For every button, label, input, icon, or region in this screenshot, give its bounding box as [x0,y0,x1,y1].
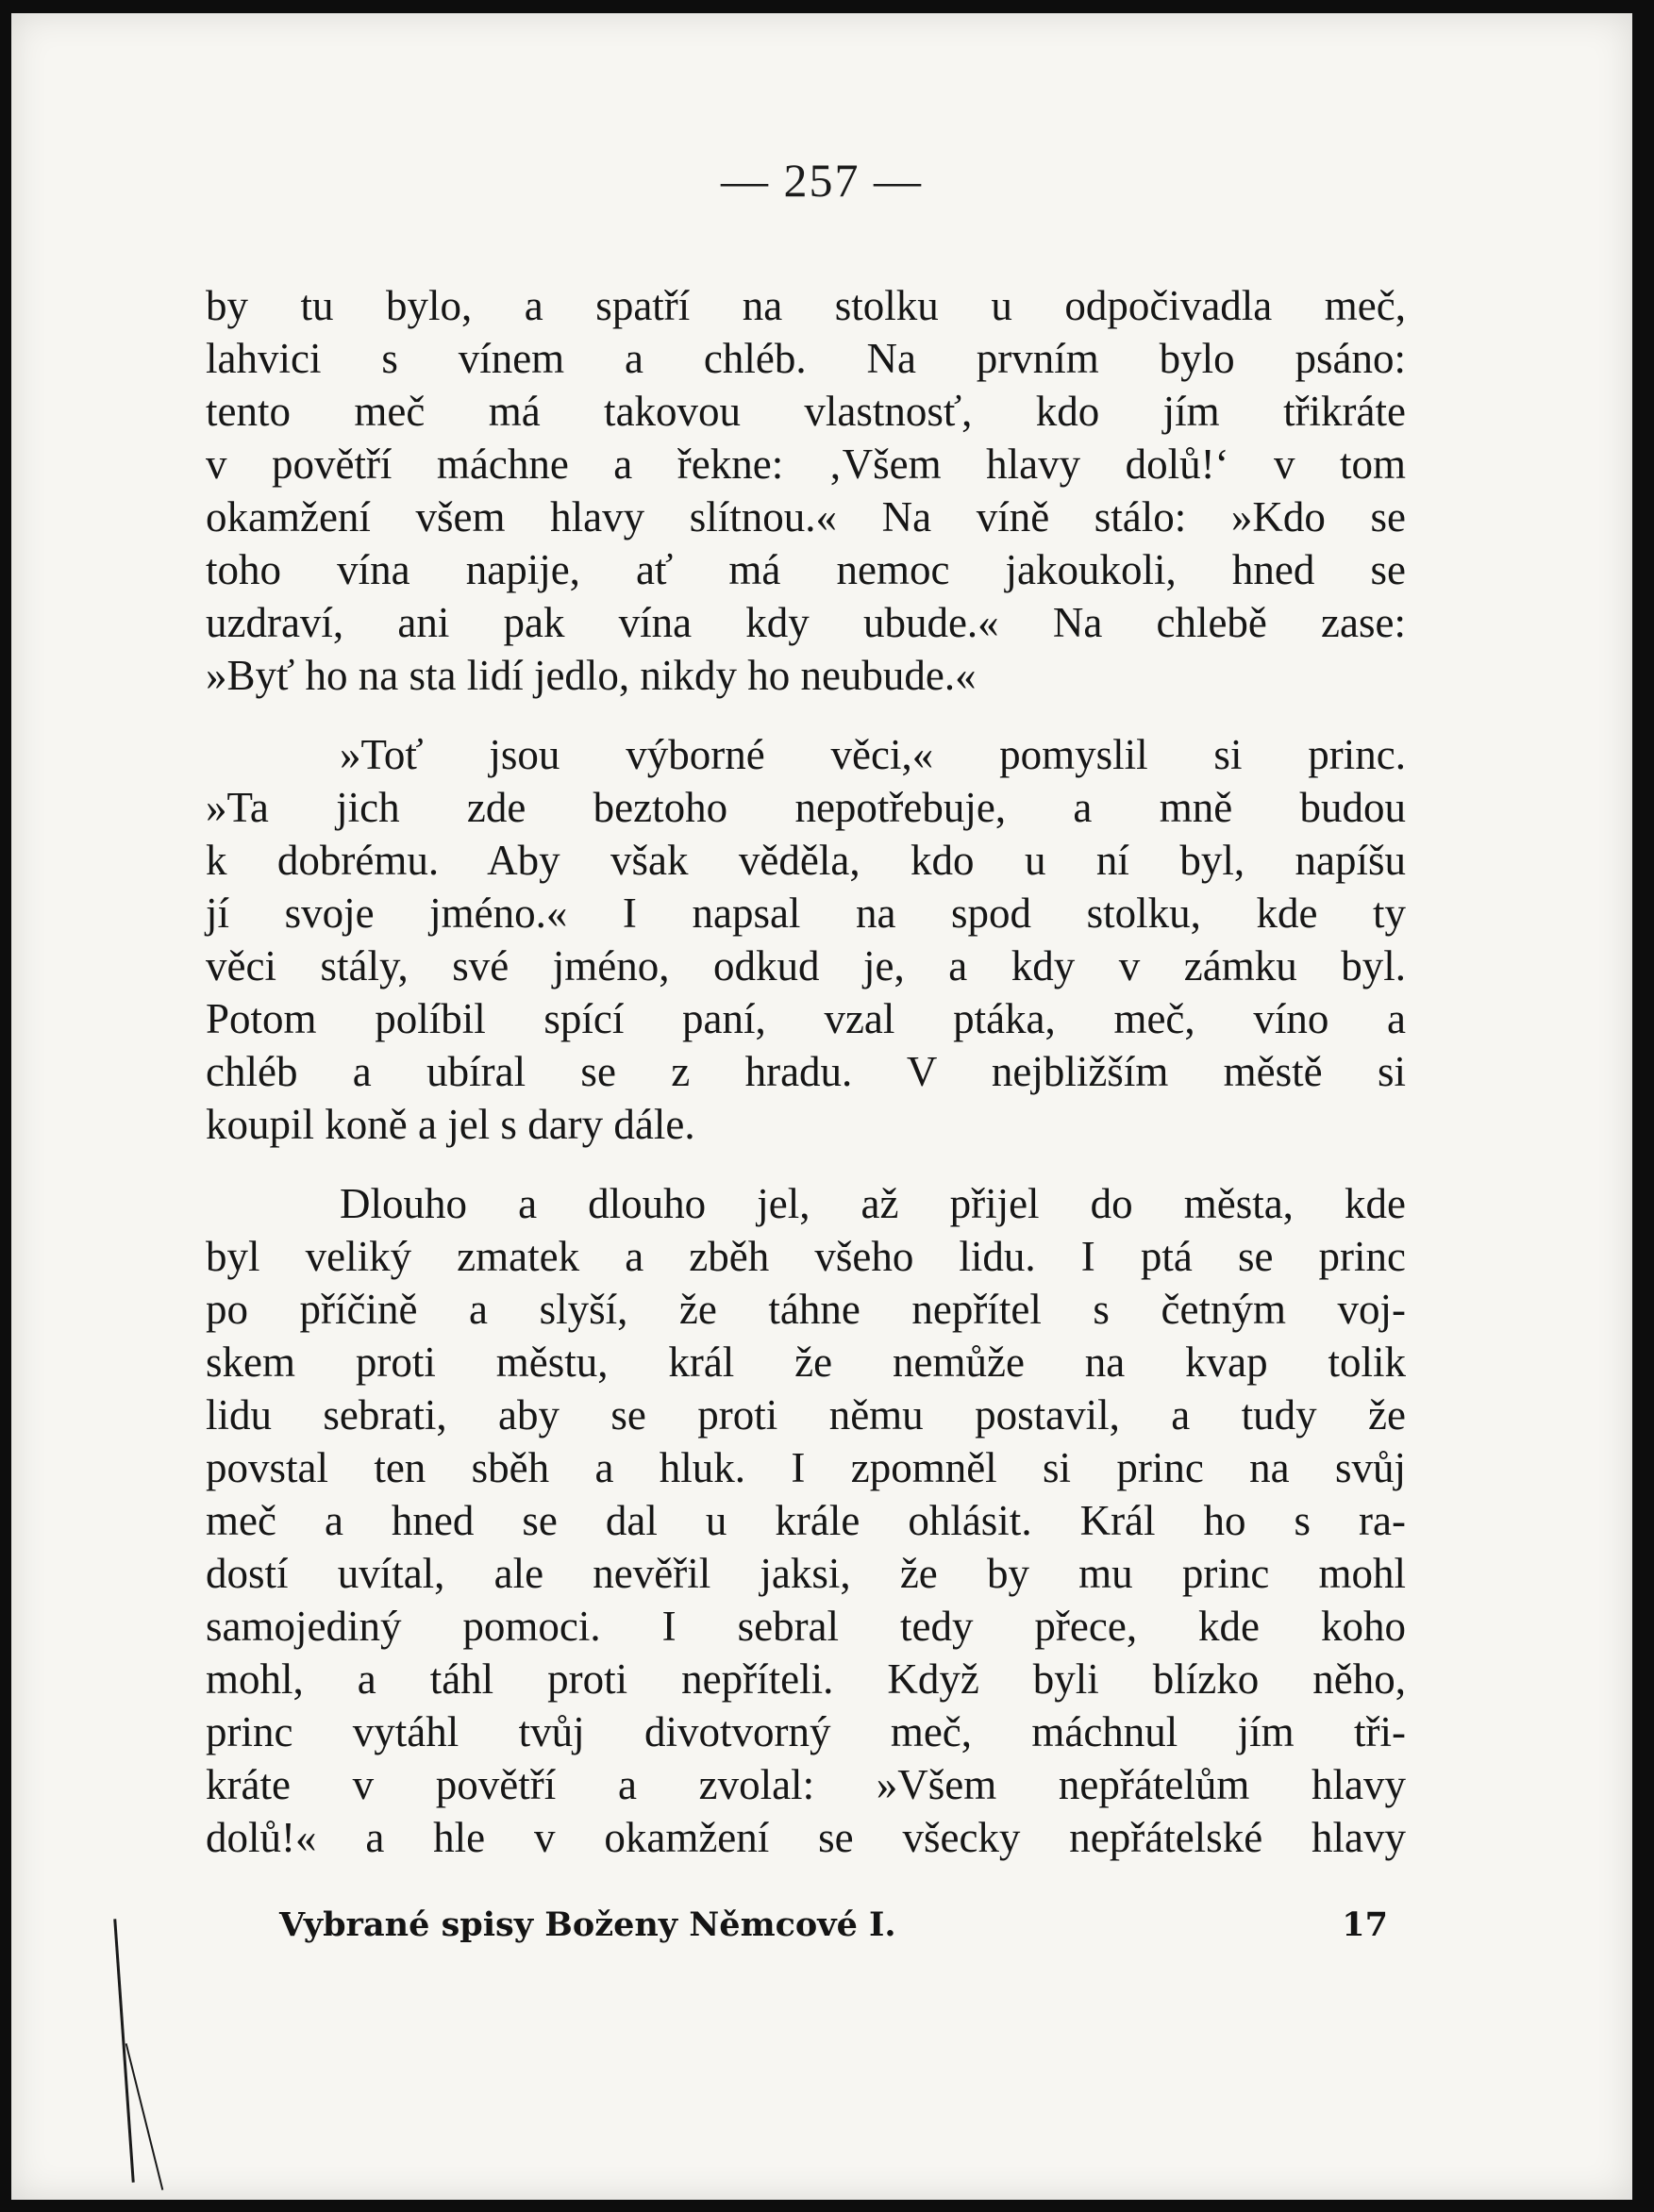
text-line: skem proti městu, král že nemůže na kvap tolik [206,1339,1406,1386]
text-line: »Toť jsou výborné věci,« pomyslil si princ. [340,731,1406,778]
text-line: po příčině a slyší, že táhne nepřítel s četným voj- [206,1286,1406,1333]
body-text [206,279,1406,1890]
text-line: meč a hned se dal u krále ohlásit. Král ho s ra- [206,1497,1406,1544]
text-line: samojediný pomoci. I sebral tedy přece, kde koho [206,1603,1406,1650]
text-line: k dobrému. Aby však věděla, kdo u ní byl, napíšu [206,837,1406,884]
paragraph [206,279,1406,702]
text-line: povstal ten sběh a hluk. I zpomněl si princ na svůj [206,1444,1406,1491]
text-line: chléb a ubíral se z hradu. V nejbližším městě si [206,1048,1406,1095]
paragraph [206,728,1406,1151]
text-line: lidu sebrati, aby se proti němu postavil, a tudy že [206,1391,1406,1439]
text-line: dolů!« a hle v okamžení se všecky nepřátelské hlavy [206,1814,1406,1861]
footer [279,1905,1388,1944]
text-line: věci stály, své jméno, odkud je, a kdy v zámku byl. [206,942,1406,990]
text-line: uzdraví, ani pak vína kdy ubude.« Na chlebě zase: [206,599,1406,646]
text-line: lahvici s vínem a chléb. Na prvním bylo psáno: [206,335,1406,382]
text-line: princ vytáhl tvůj divotvorný meč, máchnul jím tři- [206,1708,1406,1755]
printer-signature: Vybrané spisy Boženy Němcové I. [279,1905,896,1944]
text-line: byl veliký zmatek a zběh všeho lidu. I ptá se princ [206,1233,1406,1280]
paragraph [206,1177,1406,1864]
text-line: »Byť ho na sta lidí jedlo, nikdy ho neubude.« [206,652,977,699]
book-page [11,13,1632,2200]
text-line: v povětří máchne a řekne: ‚Všem hlavy dolů!‘ v tom [206,441,1406,488]
text-line: mohl, a táhl proti nepříteli. Když byli blízko něho, [206,1655,1406,1703]
scan-edge-mark [113,1919,135,2183]
text-line: by tu bylo, a spatří na stolku u odpočivadla meč, [206,282,1406,329]
text-line: toho vína napije, ať má nemoc jakoukoli, hned se [206,546,1406,593]
text-line: okamžení všem hlavy slítnou.« Na víně stálo: »Kdo se [206,493,1406,541]
text-line: Dlouho a dlouho jel, až přijel do města, kde [340,1180,1406,1227]
text-line: »Ta jich zde beztoho nepotřebuje, a mně budou [206,784,1406,831]
text-line: dostí uvítal, ale nevěřil jaksi, že by mu princ mohl [206,1550,1406,1597]
text-line: Potom políbil spící paní, vzal ptáka, meč, víno a [206,995,1406,1042]
sheet-number: 17 [1342,1905,1388,1944]
text-line: tento meč má takovou vlastnosť, kdo jím třikráte [206,388,1406,435]
text-line: jí svoje jméno.« I napsal na spod stolku, kde ty [206,890,1406,937]
text-line: kráte v povětří a zvolal: »Všem nepřátelům hlavy [206,1761,1406,1808]
page-number: — 257 — [721,154,923,207]
text-line: koupil koně a jel s dary dále. [206,1101,695,1148]
